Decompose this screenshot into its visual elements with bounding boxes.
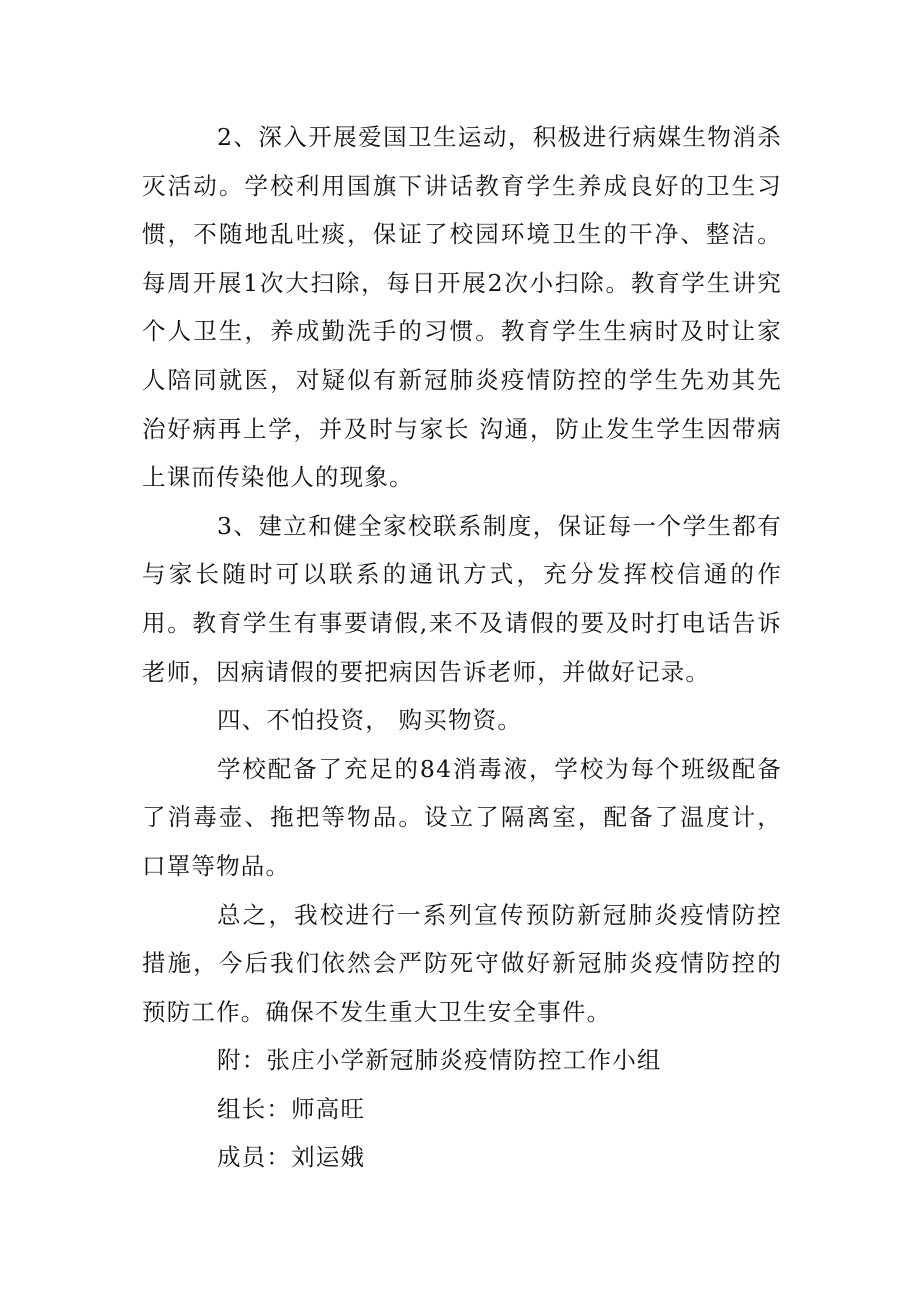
paragraph-summary: 总之，我校进行一系列宣传预防新冠肺炎疫情防控措施，今后我们依然会严防死守做好新冠肺炎疫情防控的预防工作。确保不发生重大卫生安全事件。 <box>142 900 782 1026</box>
appendix-leader: 组长：师高旺 <box>217 1094 366 1123</box>
paragraph-hygiene-campaign: 2、深入开展爱国卫生运动，积极进行病媒生物消杀灭活动。学校利用国旗下讲话教育学生养成良好的卫生习惯，不随地乱吐痰，保证了校园环境卫生的干净、整洁。每周开展1次大扫除，每日开展2次小扫除。教育学生讲究个人卫生，养成勤洗手的习惯。教育学生生病时及时让家人陪同就医，对疑似有新冠肺炎疫情防控的学生先劝其先治好病再上学，并及时与家长 沟通，防止发生学生因带病上课而传染他人的现象。 <box>142 123 782 492</box>
appendix-title: 附：张庄小学新冠肺炎疫情防控工作小组 <box>217 1046 662 1075</box>
paragraph-home-school-contact: 3、建立和健全家校联系制度，保证每一个学生都有与家长随时可以联系的通讯方式，充分发挥校信通的作用。教育学生有事要请假,来不及请假的要及时打电话告诉老师，因病请假的要把病因告诉老师，并做好记录。 <box>142 511 782 686</box>
document-body <box>142 113 782 1182</box>
appendix-member: 成员：刘运娥 <box>217 1143 366 1172</box>
paragraph-supplies: 学校配备了充足的84消毒液，学校为每个班级配备了消毒壶、拖把等物品。设立了隔离室，配备了温度计，口罩等物品。 <box>142 754 782 880</box>
section-heading-supplies: 四、不怕投资， 购买物资。 <box>217 706 523 735</box>
